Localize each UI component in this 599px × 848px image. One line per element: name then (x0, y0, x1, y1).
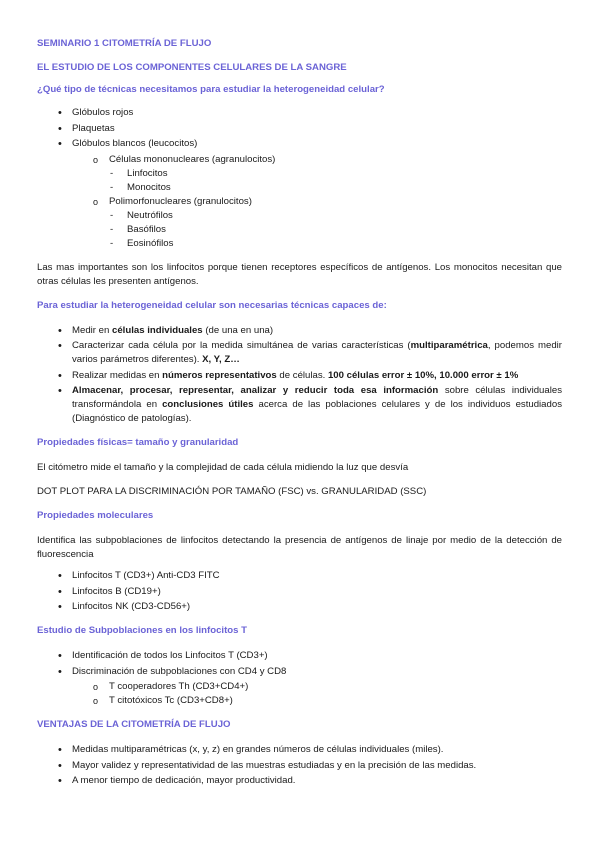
text: sobre células individuales transformándola en (72, 385, 562, 410)
list-item: o T citotóxicos Tc (CD3+CD8+) (37, 694, 562, 708)
list-item (37, 137, 562, 151)
molecular-paragraph: Identifica las subpoblaciones de linfocitos detectando la presencia de antígenos de linaje por medio de la detección de fluorescencia (37, 535, 562, 560)
text: , podemos medir varios parámetros diferentes). (72, 340, 563, 365)
list-item: • A menor tiempo de dedicación, mayor productividad. (37, 774, 562, 788)
bold-text: conclusiones útiles (162, 399, 254, 410)
bold-text: células individuales (112, 324, 203, 336)
text: Medir en (72, 324, 112, 336)
bold-text: multiparamétrica (410, 340, 488, 351)
list-item: - Eosinófilos (37, 237, 562, 251)
lymphocyte-paragraph: Las mas importantes son los linfocitos porque tienen receptores específicos de antígenos. Los monocitos necesitan que otras células les presenten antígenos. (37, 261, 562, 287)
section-question: ¿Qué tipo de técnicas necesitamos para estudiar la heterogeneidad celular? (37, 84, 385, 95)
physical-paragraph: El citómetro mide el tamaño y la complejidad de cada célula midiendo la luz que desvía (37, 462, 409, 473)
list-item: - Basófilos (37, 223, 562, 237)
list-item (37, 339, 562, 367)
bold-text: 100 células error ± 10%, 10.000 error ± 1% (327, 369, 519, 381)
list-item: • Mayor validez y representatividad de las muestras estudiadas y en la precisión de las medidas. (37, 759, 562, 773)
list-item: • Discriminación de subpoblaciones con CD4 y CD8 (37, 665, 562, 679)
cell-type-list (37, 106, 562, 151)
list-item: o T cooperadores Th (CD3+CD4+) (37, 680, 562, 694)
list-item-label: Glóbulos blancos (leucocitos) (72, 138, 198, 149)
text: Caracterizar cada célula por la medida simultánea de varias características ( (72, 340, 411, 351)
mononuclear-sublist (37, 167, 562, 195)
list-item (37, 384, 562, 426)
section-heading-physical: Propiedades físicas= tamaño y granularidad (37, 437, 239, 448)
techniques-list (37, 324, 562, 427)
section-heading-subpopulations: Estudio de Subpoblaciones en los linfocitos T (37, 625, 248, 636)
list-item (37, 369, 562, 383)
leukocyte-sublist (37, 153, 562, 167)
list-item: - Monocitos (37, 181, 562, 195)
leukocyte-sublist-2 (37, 195, 562, 209)
section-heading-molecular: Propiedades moleculares (37, 510, 154, 521)
list-item: • Glóbulos rojos (37, 106, 562, 120)
bold-text: X, Y, Z… (202, 354, 240, 365)
subpopulation-list (37, 649, 562, 679)
t-cell-sublist (37, 680, 562, 708)
list-item: • Identificación de todos los Linfocitos T (CD3+) (37, 649, 562, 663)
list-item: • Medidas multiparamétricas (x, y, z) en grandes números de células individuales (miles). (37, 743, 562, 757)
document-title: SEMINARIO 1 CITOMETRÍA DE FLUJO (37, 38, 212, 49)
list-item: - Neutrófilos (37, 209, 562, 223)
text: (de una en una) (202, 324, 274, 336)
list-item: • Linfocitos NK (CD3-CD56+) (37, 600, 562, 614)
list-item: o Células mononucleares (agranulocitos) (37, 153, 562, 167)
section-heading-advantages: VENTAJAS DE LA CITOMETRÍA DE FLUJO (37, 719, 231, 730)
list-item (37, 324, 562, 338)
section-heading-techniques: Para estudiar la heterogeneidad celular son necesarias técnicas capaces de: (37, 299, 387, 311)
list-item: • Plaquetas (37, 122, 562, 136)
bold-text: números representativos (162, 369, 277, 381)
list-item: - Linfocitos (37, 167, 562, 181)
bold-text: Almacenar, procesar, representar, analizar y reducir toda esa información (72, 385, 439, 396)
advantages-list (37, 743, 562, 788)
list-item: • Linfocitos T (CD3+) Anti-CD3 FITC (37, 569, 562, 583)
text: acerca de las poblaciones celulares y de los individuos estudiados (Diagnóstico de patologías). (72, 399, 562, 424)
list-item: o Polimorfonucleares (granulocitos) (37, 195, 562, 209)
granulocyte-sublist (37, 209, 562, 251)
section-heading-blood: EL ESTUDIO DE LOS COMPONENTES CELULARES DE LA SANGRE (37, 62, 347, 73)
list-item: • Linfocitos B (CD19+) (37, 585, 562, 599)
lymphocyte-list (37, 569, 562, 614)
text: Realizar medidas en (72, 369, 163, 381)
text: de células. (276, 369, 328, 381)
dot-plot-caption: DOT PLOT PARA LA DISCRIMINACIÓN POR TAMAÑO (FSC) vs. GRANULARIDAD (SSC) (37, 486, 427, 497)
